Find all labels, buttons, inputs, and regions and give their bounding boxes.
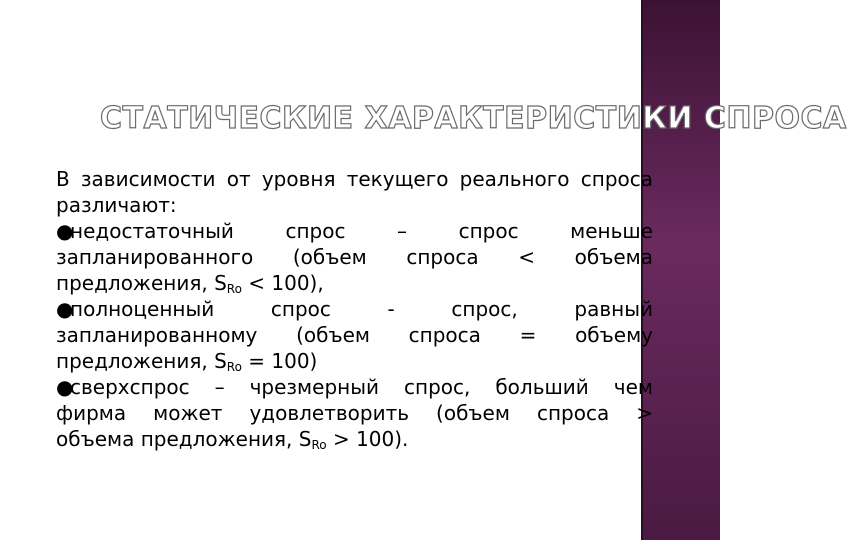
slide-body bbox=[56, 166, 653, 452]
intro-line-1: В зависимости от уровня текущего реального спроса bbox=[56, 167, 653, 191]
bullet-icon: ● bbox=[56, 297, 74, 321]
slide-title: СТАТИЧЕСКИЕ ХАРАКТЕРИСТИКИ СПРОСА bbox=[100, 101, 847, 136]
item-2-line-3-end: = 100) bbox=[241, 349, 318, 373]
item-3-line-1: сверхспрос – чрезмерный спрос, больший чем bbox=[70, 375, 653, 399]
item-1-line-2: запланированного (объем спроса < объема bbox=[56, 245, 653, 269]
intro-line-2: различают: bbox=[56, 193, 177, 217]
list-item-insufficient-demand bbox=[56, 218, 653, 296]
item-3-line-2: фирма может удовлетворить (объем спроса > bbox=[56, 401, 653, 425]
item-2-line-1: полноценный спрос - спрос, равный bbox=[70, 297, 653, 321]
list-item-full-demand bbox=[56, 296, 653, 374]
item-3-subscript: Ro bbox=[311, 438, 327, 452]
side-decor-band bbox=[643, 0, 720, 540]
bullet-icon: ● bbox=[56, 219, 74, 243]
item-1-line-1: недостаточный спрос – спрос меньше bbox=[70, 219, 653, 243]
item-2-subscript: Ro bbox=[226, 360, 242, 374]
item-3-line-3-end: > 100). bbox=[326, 427, 409, 451]
item-3-line-3: объема предложения, S bbox=[56, 427, 312, 451]
list-item-excess-demand bbox=[56, 374, 653, 452]
item-1-line-3-end: < 100), bbox=[241, 271, 324, 295]
item-2-line-3: предложения, S bbox=[56, 349, 227, 373]
item-1-subscript: Ro bbox=[226, 282, 242, 296]
intro-paragraph bbox=[56, 166, 653, 218]
item-1-line-3: предложения, S bbox=[56, 271, 227, 295]
item-2-line-2: запланированному (объем спроса = объему bbox=[56, 323, 653, 347]
bullet-icon: ● bbox=[56, 375, 74, 399]
